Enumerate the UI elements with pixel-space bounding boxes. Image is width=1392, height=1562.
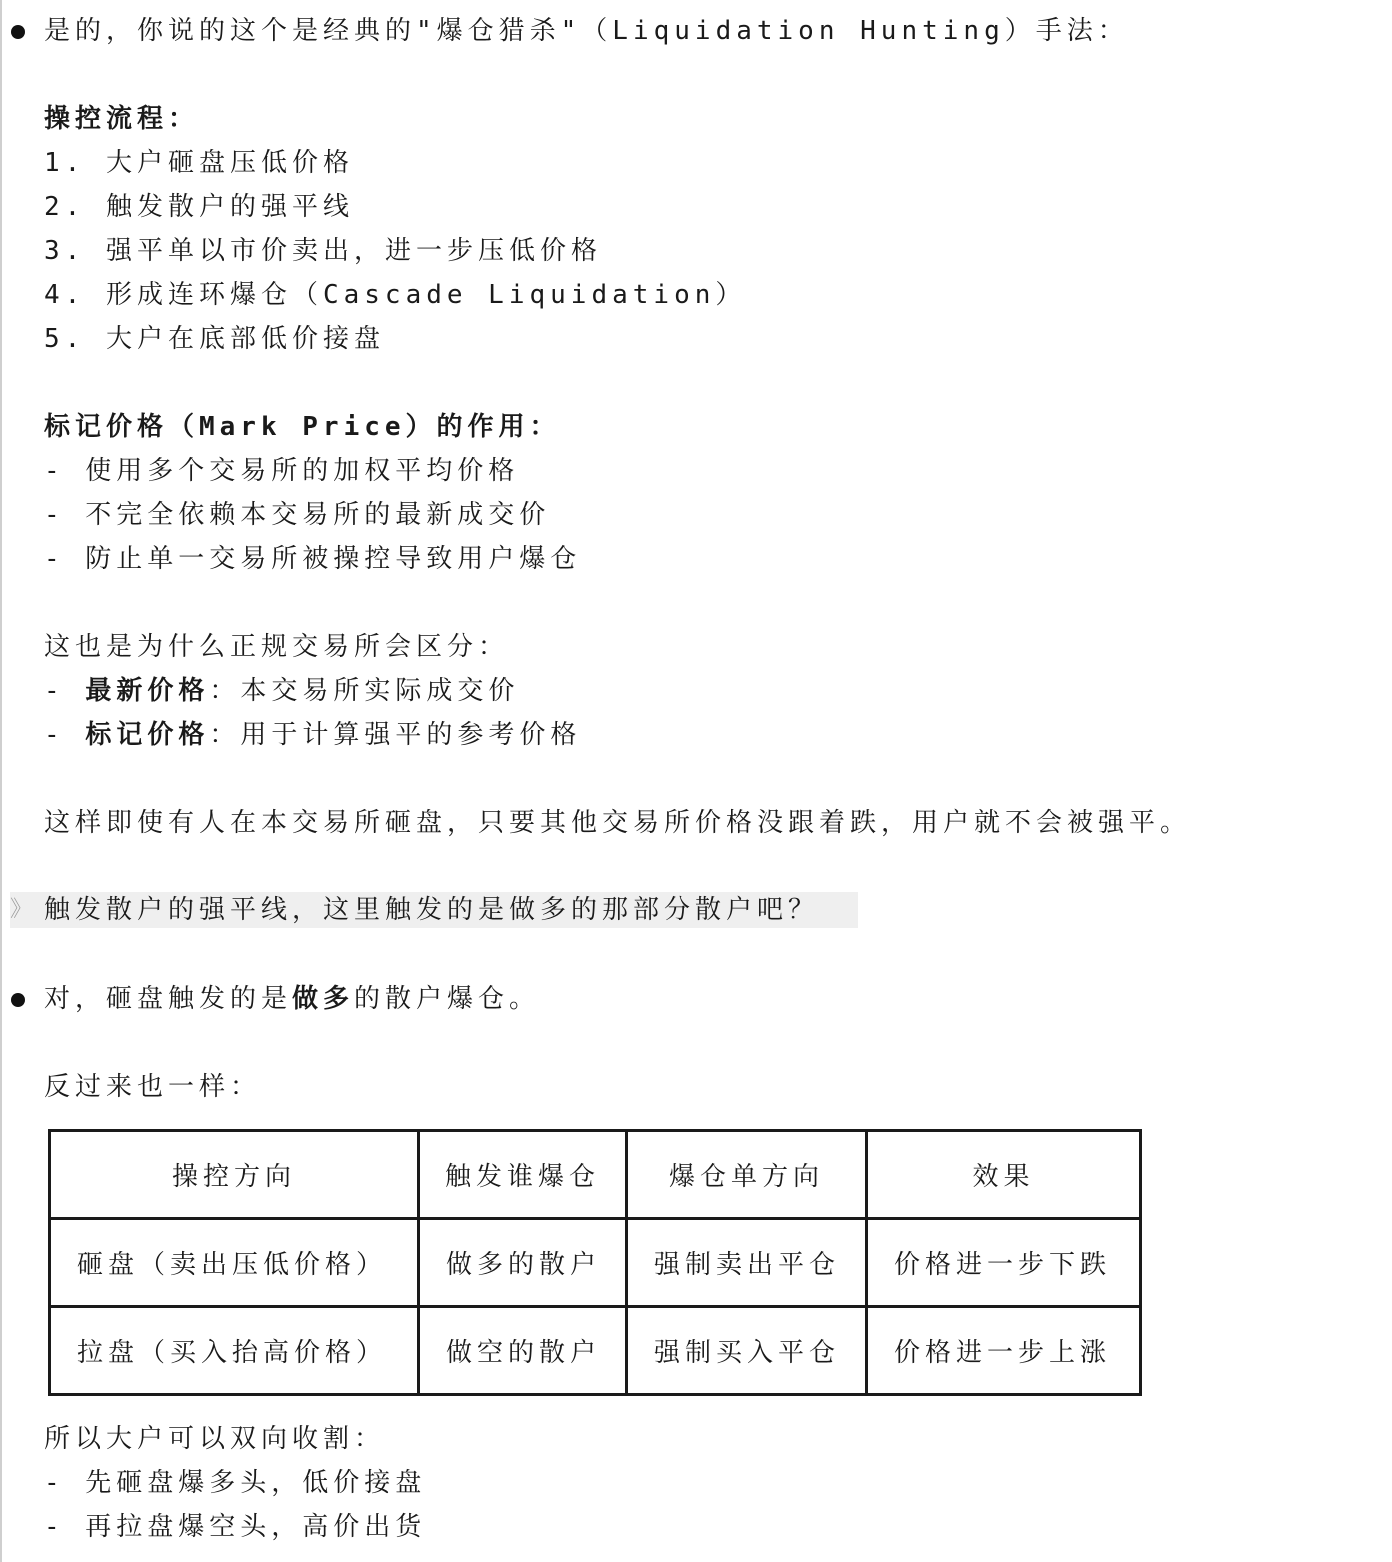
mark-price-point: - 不完全依赖本交易所的最新成交价: [44, 500, 551, 530]
response-intro: 是的，你说的这个是经典的"爆仓猎杀"（Liquidation Hunting）手法：: [44, 16, 1129, 46]
table-header-cell: 爆仓单方向: [627, 1131, 867, 1219]
reverse-heading: 反过来也一样：: [44, 1072, 262, 1102]
process-heading: 操控流程：: [44, 104, 200, 134]
table-cell: 价格进一步下跌: [867, 1219, 1141, 1307]
answer-line: [44, 977, 540, 1021]
response-bullet-icon: [11, 993, 25, 1007]
mark-price-point: - 使用多个交易所的加权平均价格: [44, 456, 520, 486]
harvest-heading: 所以大户可以双向收割：: [44, 1424, 386, 1454]
process-step: 3. 强平单以市价卖出，进一步压低价格: [44, 236, 602, 266]
process-step: 1. 大户砸盘压低价格: [44, 148, 354, 178]
table-header-cell: 效果: [867, 1131, 1141, 1219]
mark-price-desc: ：用于计算强平的参考价格: [209, 720, 582, 750]
list-dash: -: [44, 676, 86, 706]
table-cell: 拉盘（买入抬高价格）: [50, 1307, 419, 1395]
latest-price-line: [44, 669, 519, 713]
process-step: 2. 触发散户的强平线: [44, 192, 354, 222]
conclusion-text: 这样即使有人在本交易所砸盘，只要其他交易所价格没跟着跌，用户就不会被强平。: [44, 808, 1192, 838]
mark-price-heading: 标记价格（Mark Price）的作用：: [44, 412, 561, 442]
distinguish-heading: 这也是为什么正规交易所会区分：: [44, 632, 510, 662]
mark-price-line: [44, 713, 581, 757]
table-header-cell: 触发谁爆仓: [419, 1131, 627, 1219]
answer-suffix: 的散户爆仓。: [354, 984, 541, 1014]
harvest-point: - 再拉盘爆空头，高价出货: [44, 1512, 427, 1542]
table-cell: 做空的散户: [419, 1307, 627, 1395]
answer-emphasis: 做多: [292, 984, 355, 1014]
latest-price-desc: ：本交易所实际成交价: [209, 676, 520, 706]
prompt-chevron-icon: 》: [10, 897, 38, 922]
left-border: [0, 0, 2, 1562]
process-step: 4. 形成连环爆仓（Cascade Liquidation）: [44, 280, 747, 310]
list-dash: -: [44, 720, 86, 750]
table-header-cell: 操控方向: [50, 1131, 419, 1219]
table-row: [50, 1219, 1141, 1307]
table-cell: 砸盘（卖出压低价格）: [50, 1219, 419, 1307]
mark-price-point: - 防止单一交易所被操控导致用户爆仓: [44, 544, 582, 574]
user-prompt-text: 触发散户的强平线，这里触发的是做多的那部分散户吧？: [44, 895, 820, 925]
latest-price-label: 最新价格: [85, 676, 210, 706]
table-header-row: [50, 1131, 1141, 1219]
harvest-point: - 先砸盘爆多头，低价接盘: [44, 1468, 427, 1498]
table-cell: 做多的散户: [419, 1219, 627, 1307]
mark-price-label: 标记价格: [85, 720, 210, 750]
manipulation-table: [48, 1129, 1142, 1396]
process-step: 5. 大户在底部低价接盘: [44, 324, 385, 354]
answer-prefix: 对，砸盘触发的是: [44, 984, 293, 1014]
response-bullet-icon: [11, 25, 25, 39]
table-cell: 强制卖出平仓: [627, 1219, 867, 1307]
table-cell: 价格进一步上涨: [867, 1307, 1141, 1395]
table-row: [50, 1307, 1141, 1395]
table-cell: 强制买入平仓: [627, 1307, 867, 1395]
